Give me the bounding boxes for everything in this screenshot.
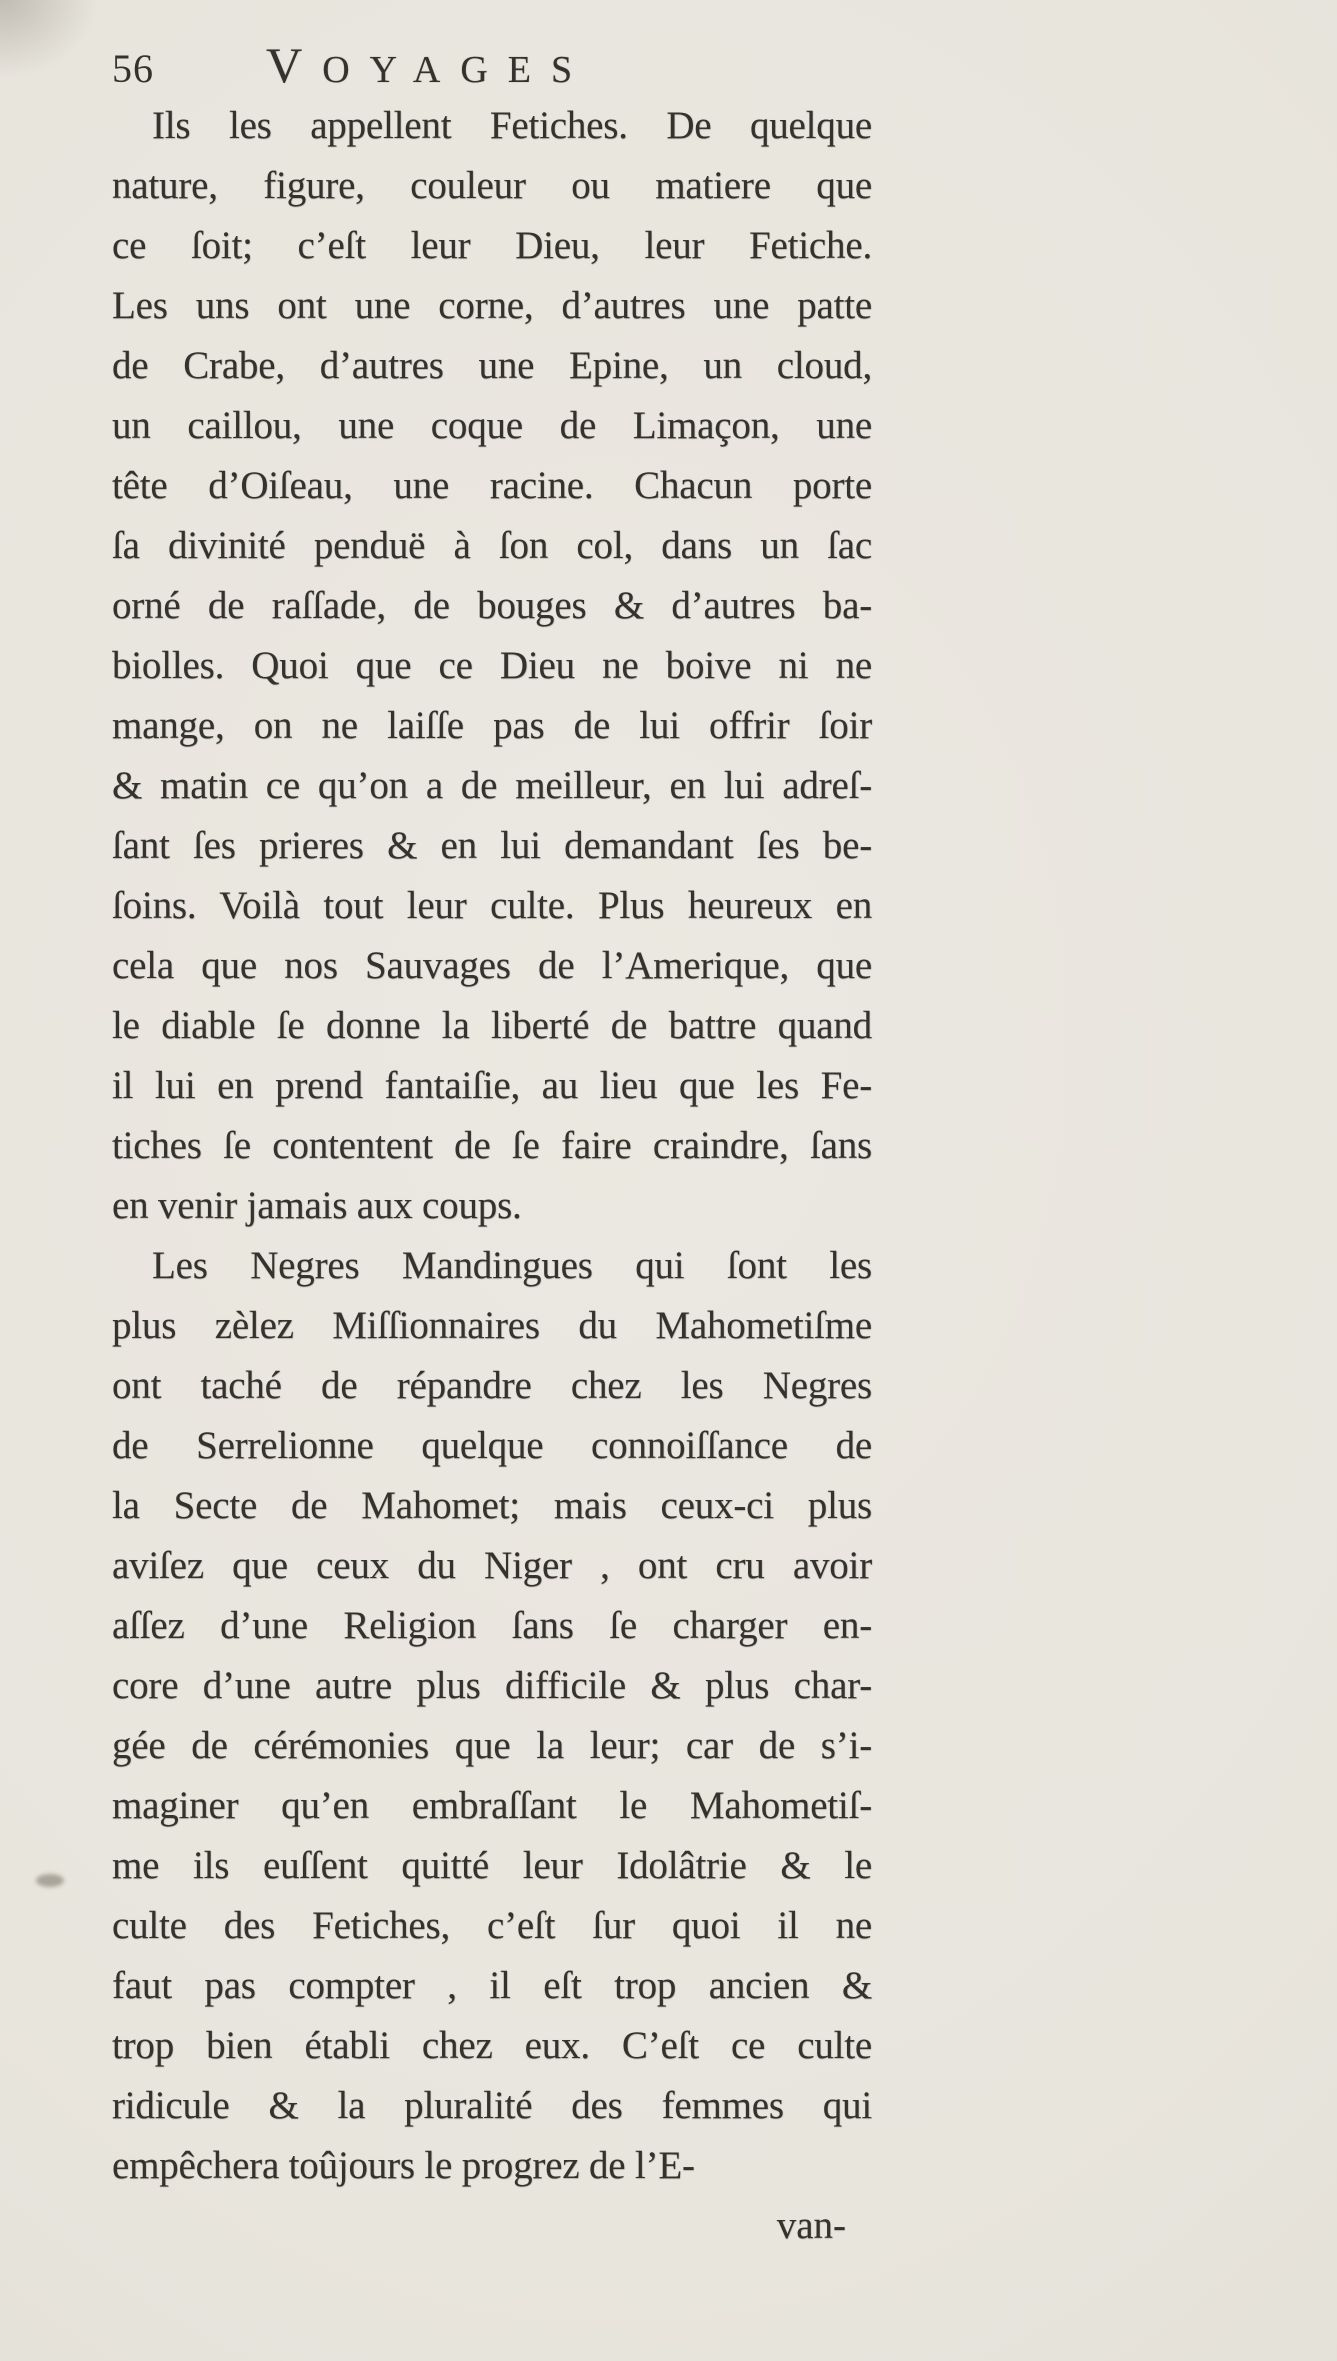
text-line: me ils euſſent quitté leur Idolâtrie & le	[112, 1844, 872, 1887]
text-line: & matin ce qu’on a de meilleur, en lui adreſ-	[112, 764, 872, 807]
text-line: orné de raſſade, de bouges & d’autres ba-	[112, 584, 872, 627]
text-line: biolles. Quoi que ce Dieu ne boive ni ne	[112, 644, 872, 687]
text-line: ſant ſes prieres & en lui demandant ſes be-	[112, 824, 872, 867]
text-line: empêchera toûjours le progrez de l’E-	[112, 2144, 695, 2187]
text-line: de Serrelionne quelque connoiſſance de	[112, 1424, 872, 1467]
text-line: gée de cérémonies que la leur; car de s’i-	[112, 1724, 872, 1767]
text-line: il lui en prend fantaiſie, au lieu que les Fe-	[112, 1064, 872, 1107]
text-line: core d’une autre plus difficile & plus char-	[112, 1664, 872, 1707]
text-line: nature, figure, couleur ou matiere que	[112, 164, 872, 207]
catchword-row	[112, 2196, 872, 2256]
text-line: cela que nos Sauvages de l’Amerique, que	[112, 944, 872, 987]
text-line: ce ſoit; c’eſt leur Dieu, leur Fetiche.	[112, 224, 872, 267]
text-line: ridicule & la pluralité des femmes qui	[112, 2084, 872, 2127]
text-line: Ils les appellent Fetiches. De quelque	[152, 104, 872, 147]
catchword: van-	[776, 2204, 846, 2247]
text-line: culte des Fetiches, c’eſt ſur quoi il ne	[112, 1904, 872, 1947]
paragraph	[112, 96, 872, 1236]
text-line: un caillou, une coque de Limaçon, une	[112, 404, 872, 447]
text-line: tiches ſe contentent de ſe faire craindre, ſans	[112, 1124, 872, 1167]
scan-corner-shadow	[0, 0, 100, 80]
text-line: Les uns ont une corne, d’autres une patte	[112, 284, 872, 327]
text-line: maginer qu’en embraſſant le Mahometiſ-	[112, 1784, 872, 1827]
text-column	[112, 36, 872, 2256]
text-line: aviſez que ceux du Niger , ont cru avoir	[112, 1544, 872, 1587]
text-line: ſa divinité penduë à ſon col, dans un ſac	[112, 524, 872, 567]
text-line: le diable ſe donne la liberté de battre quand	[112, 1004, 872, 1047]
text-line: plus zèlez Miſſionnaires du Mahometiſme	[112, 1304, 872, 1347]
text-line: tête d’Oiſeau, une racine. Chacun porte	[112, 464, 872, 507]
running-title: VOYAGES	[266, 37, 593, 93]
text-block	[112, 96, 872, 2196]
paragraph	[112, 1236, 872, 2196]
text-line: ont taché de répandre chez les Negres	[112, 1364, 872, 1407]
running-head	[112, 36, 872, 94]
page-number: 56	[112, 46, 154, 91]
text-line: ſoins. Voilà tout leur culte. Plus heureux en	[112, 884, 872, 927]
text-line: faut pas compter , il eſt trop ancien &	[112, 1964, 872, 2007]
text-line: Les Negres Mandingues qui ſont les	[152, 1244, 872, 1287]
ink-smudge	[36, 1874, 64, 1887]
text-line: trop bien établi chez eux. C’eſt ce culte	[112, 2024, 872, 2067]
text-line: la Secte de Mahomet; mais ceux-ci plus	[112, 1484, 872, 1527]
text-line: mange, on ne laiſſe pas de lui offrir ſoir	[112, 704, 872, 747]
text-line: de Crabe, d’autres une Epine, un cloud,	[112, 344, 872, 387]
text-line: en venir jamais aux coups.	[112, 1184, 522, 1227]
text-line: aſſez d’une Religion ſans ſe charger en-	[112, 1604, 872, 1647]
